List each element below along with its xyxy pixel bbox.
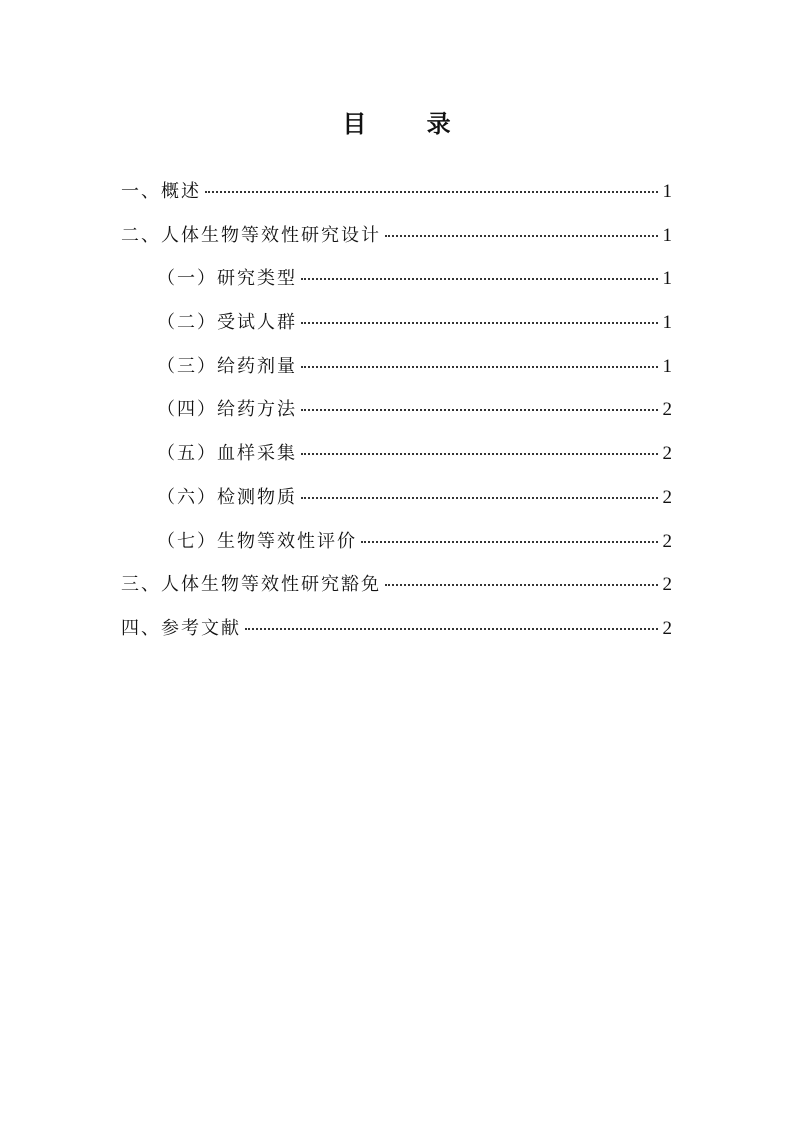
toc-entry-label: （三）给药剂量 [157,355,297,377]
dot-leader [301,497,658,499]
toc-page-number: 2 [662,486,672,508]
dot-leader [301,409,658,411]
toc-entry-administration[interactable] [121,388,672,432]
toc-page-number: 1 [662,355,672,377]
dot-leader [301,366,658,368]
toc-page-number: 1 [662,181,672,202]
table-of-contents [121,170,672,651]
toc-entry-label: 二、人体生物等效性研究设计 [121,224,381,246]
toc-entry-label: （六）检测物质 [157,486,297,508]
toc-entry-label: （四）给药方法 [157,399,297,421]
toc-page-number: 1 [662,312,672,334]
dot-leader [301,322,658,324]
dot-leader [205,191,658,193]
toc-entry-study-type[interactable] [121,257,672,301]
toc-entry-waiver[interactable] [121,563,672,607]
toc-page-number: 2 [662,574,672,596]
dot-leader [361,541,658,543]
dot-leader [385,584,658,586]
dot-leader [385,235,658,237]
toc-entry-label: 四、参考文献 [121,617,241,639]
toc-page-number: 1 [662,268,672,290]
toc-entry-references[interactable] [121,607,672,651]
toc-entry-analytes[interactable] [121,476,672,520]
toc-entry-dosage[interactable] [121,345,672,389]
toc-entry-label: 一、概述 [121,181,201,202]
dot-leader [245,628,658,630]
toc-page-number: 2 [662,399,672,421]
toc-entry-blood-sampling[interactable] [121,432,672,476]
toc-entry-overview[interactable] [121,170,672,214]
toc-page-number: 2 [662,617,672,639]
toc-entry-label: （二）受试人群 [157,312,297,334]
toc-page-number: 2 [662,443,672,465]
toc-entry-study-design[interactable] [121,214,672,258]
toc-entry-label: （一）研究类型 [157,268,297,290]
toc-entry-label: （七）生物等效性评价 [157,530,357,552]
toc-entry-label: 三、人体生物等效性研究豁免 [121,574,381,596]
dot-leader [301,278,658,280]
toc-title: 目 录 [342,109,477,138]
toc-page-number: 2 [662,530,672,552]
toc-entry-subjects[interactable] [121,301,672,345]
dot-leader [301,453,658,455]
toc-entry-label: （五）血样采集 [157,443,297,465]
toc-entry-bioequivalence-evaluation[interactable] [121,520,672,564]
toc-page-number: 1 [662,224,672,246]
